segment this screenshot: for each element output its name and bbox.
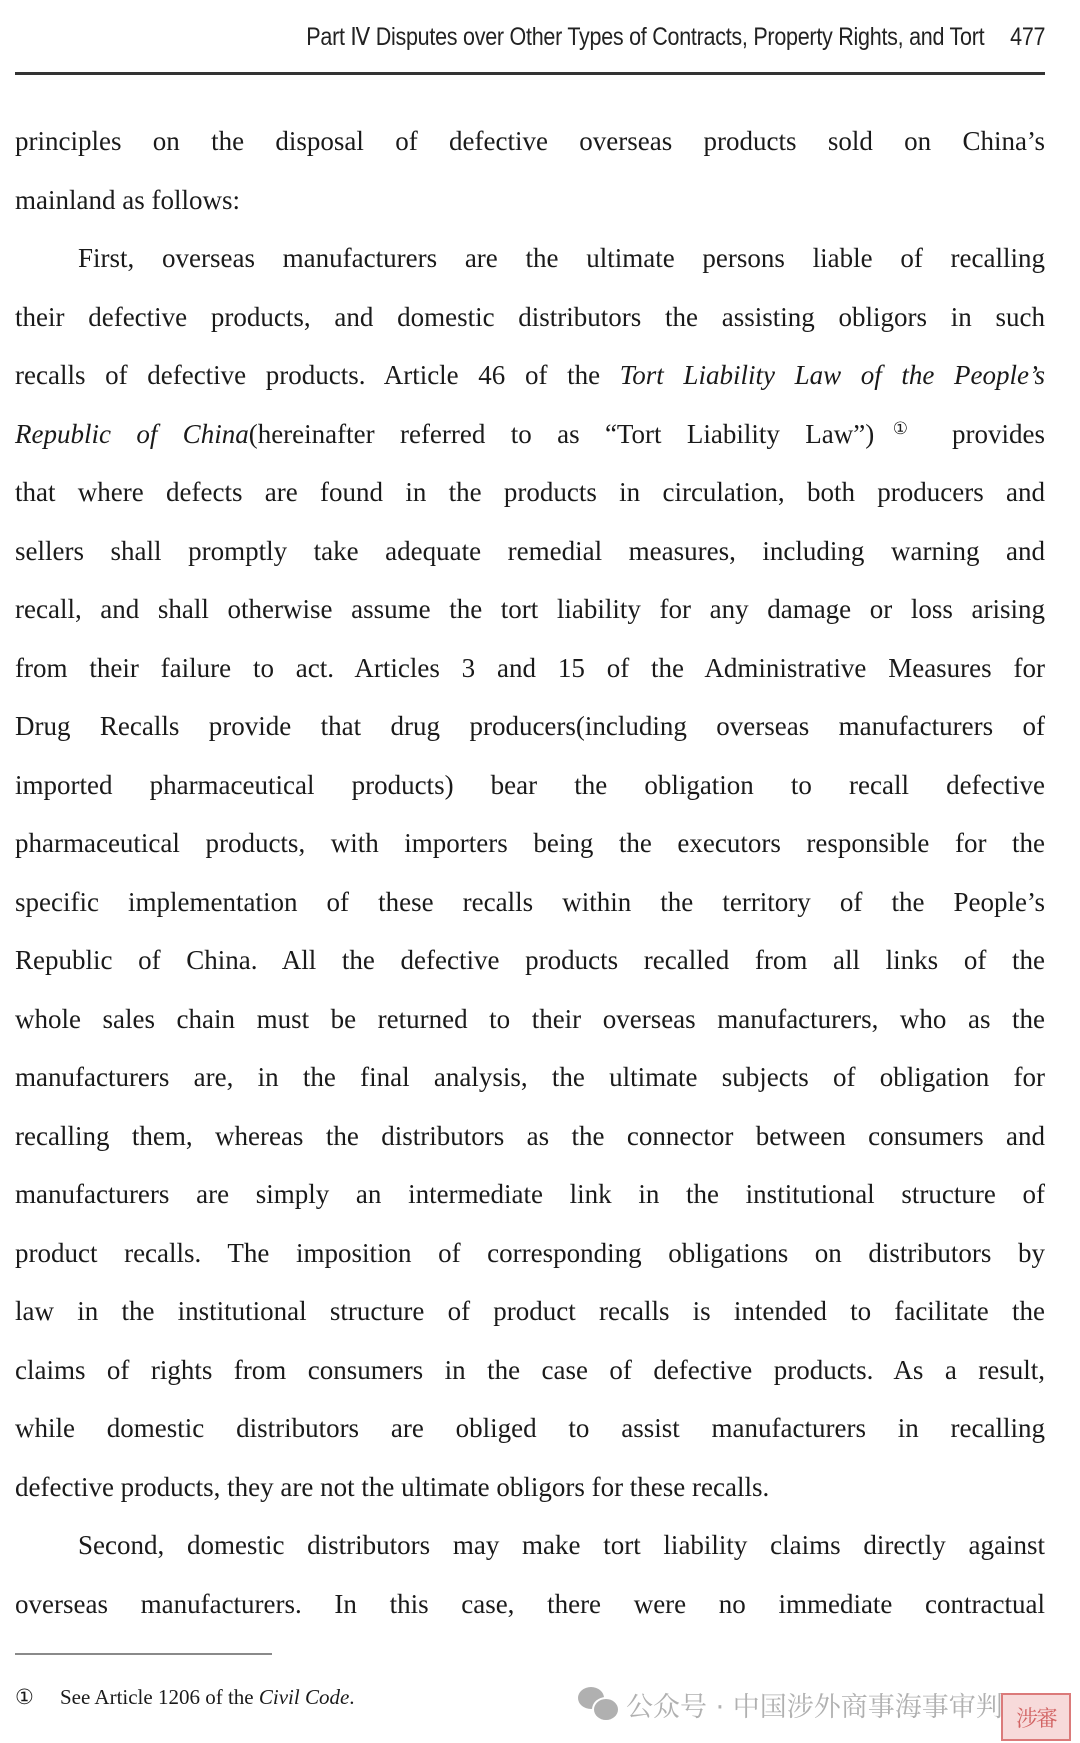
seal-text: 涉審 bbox=[1015, 1706, 1056, 1732]
footnote bbox=[15, 1685, 355, 1710]
footnote-mark: ① bbox=[15, 1685, 34, 1709]
line-text: Drug Recalls provide that drug producers(including overseas manufacturers of bbox=[15, 711, 1045, 741]
text-line bbox=[15, 580, 1045, 639]
line-text: pharmaceutical products, with importers being the executors responsible for the bbox=[15, 828, 1045, 858]
text-line bbox=[15, 463, 1045, 522]
line-text: their defective products, and domestic distributors the assisting obligors in such bbox=[15, 301, 1045, 332]
running-title: Part Ⅳ Disputes over Other Types of Contracts, Property Rights, and Tort bbox=[306, 23, 985, 51]
text-line bbox=[15, 931, 1045, 990]
text-line bbox=[15, 288, 1045, 347]
text-line bbox=[15, 697, 1045, 756]
line-text: whole sales chain must be returned to their overseas manufacturers, who as the bbox=[15, 1003, 1045, 1034]
wechat-icon bbox=[578, 1687, 618, 1721]
line-text: (hereinafter referred to as “Tort Liability Law”) bbox=[248, 418, 875, 449]
text-line bbox=[15, 1458, 1045, 1517]
line-text: principles on the disposal of defective overseas products sold on China’s bbox=[15, 126, 1045, 156]
text-line bbox=[15, 873, 1045, 932]
text-line bbox=[15, 1282, 1045, 1341]
line-text: from their failure to act. Articles 3 and 15 of the Administrative Measures for bbox=[15, 652, 1045, 683]
text-line bbox=[15, 1575, 1045, 1634]
line-text: defective products, they are not the ultimate obligors for these recalls. bbox=[15, 1471, 770, 1502]
text-line bbox=[15, 639, 1045, 698]
italic-title: Republic of China bbox=[15, 418, 249, 449]
text-line bbox=[15, 112, 1045, 171]
italic-title: Tort Liability Law of the People’s bbox=[619, 360, 1046, 390]
line-text: imported pharmaceutical products) bear the obligation to recall defective bbox=[15, 769, 1045, 800]
line-text: recalls of defective products. Article 46 of the bbox=[15, 360, 620, 390]
line-text: specific implementation of these recalls within the territory of the People’s bbox=[15, 886, 1045, 917]
text-line bbox=[15, 1341, 1045, 1400]
line-text: recall, and shall otherwise assume the tort liability for any damage or loss arising bbox=[15, 594, 1045, 624]
line-text: product recalls. The imposition of corresponding obligations on distributors by bbox=[15, 1237, 1045, 1268]
line-text: sellers shall promptly take adequate remedial measures, including warning and bbox=[15, 535, 1045, 566]
text-line bbox=[15, 1399, 1045, 1458]
text-line bbox=[15, 522, 1045, 581]
line-text: claims of rights from consumers in the case of defective products. As a result, bbox=[15, 1354, 1045, 1385]
footnote-ref: ① bbox=[874, 418, 927, 438]
line-text: that where defects are found in the products in circulation, both producers and bbox=[15, 477, 1045, 507]
line-text: manufacturers are simply an intermediate link in the institutional structure of bbox=[15, 1179, 1045, 1209]
line-text: Republic of China. All the defective products recalled from all links of the bbox=[15, 945, 1045, 975]
text-line bbox=[15, 229, 1045, 288]
text-line bbox=[15, 1516, 1045, 1575]
text-line bbox=[15, 1048, 1045, 1107]
text-line bbox=[15, 1224, 1045, 1283]
line-text: First, overseas manufacturers are the ultimate persons liable of recalling bbox=[78, 243, 1045, 273]
text-line bbox=[15, 346, 1045, 405]
line-text: law in the institutional structure of product recalls is intended to facilitate the bbox=[15, 1296, 1045, 1326]
footnote-rule bbox=[15, 1653, 272, 1655]
page-number: 477 bbox=[1009, 23, 1045, 51]
line-text: Second, domestic distributors may make tort liability claims directly against bbox=[78, 1530, 1045, 1560]
running-header bbox=[306, 22, 1045, 62]
footnote-italic: Civil Code bbox=[258, 1685, 350, 1709]
footnote-end: . bbox=[349, 1685, 355, 1709]
line-text: recalling them, whereas the distributors as the connector between consumers and bbox=[15, 1120, 1045, 1151]
text-line bbox=[15, 405, 1045, 464]
body-text bbox=[15, 112, 1045, 1633]
header-rule bbox=[15, 72, 1045, 75]
line-text: overseas manufacturers. In this case, there were no immediate contractual bbox=[15, 1588, 1045, 1619]
line-text: mainland as follows: bbox=[15, 184, 240, 215]
line-text: provides bbox=[926, 418, 1045, 449]
watermark bbox=[578, 1686, 1003, 1722]
text-line bbox=[15, 990, 1045, 1049]
text-line bbox=[15, 814, 1045, 873]
red-seal-stamp-icon bbox=[1001, 1693, 1071, 1741]
line-text: while domestic distributors are obliged to assist manufacturers in recalling bbox=[15, 1413, 1045, 1443]
text-line bbox=[15, 171, 1045, 230]
text-line bbox=[15, 756, 1045, 815]
text-line bbox=[15, 1165, 1045, 1224]
watermark-text: 公众号 · 中国涉外商事海事审判 bbox=[626, 1691, 1003, 1723]
footnote-text: See Article 1206 of the bbox=[60, 1685, 259, 1709]
text-line bbox=[15, 1107, 1045, 1166]
line-text: manufacturers are, in the final analysis, the ultimate subjects of obligation for bbox=[15, 1062, 1045, 1092]
